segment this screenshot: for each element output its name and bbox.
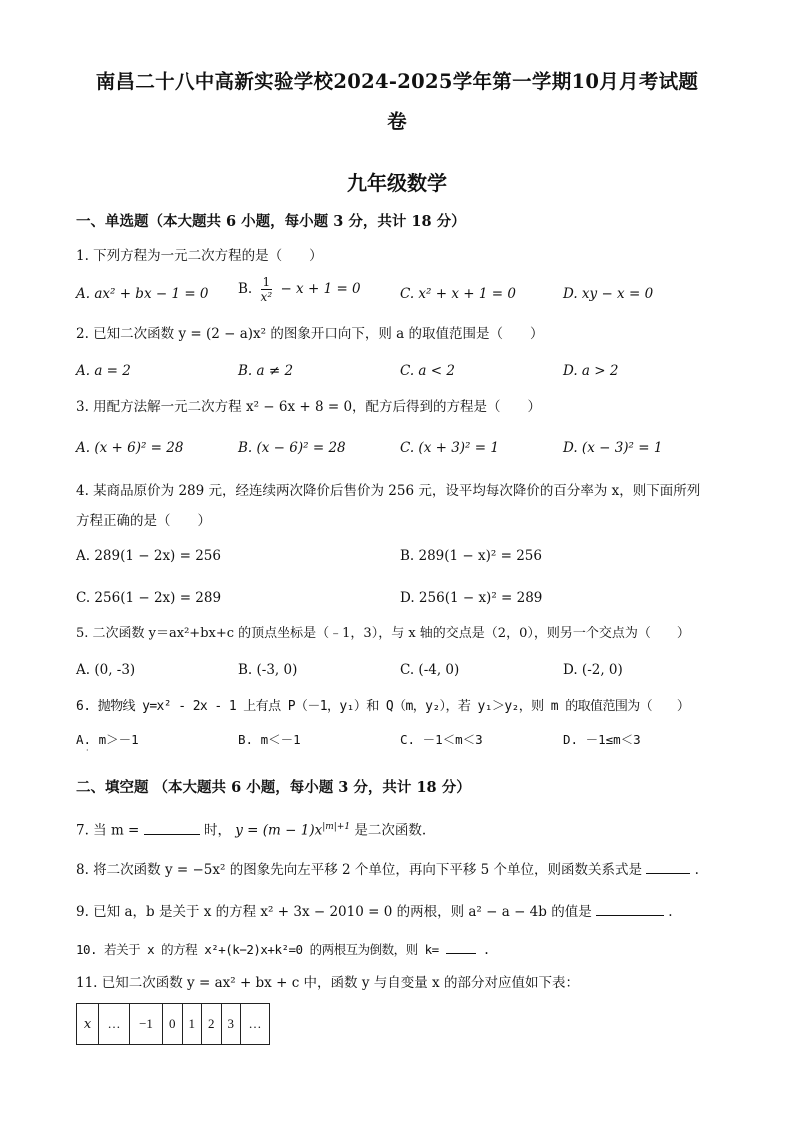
option-b-rest: − x + 1 = 0: [280, 281, 361, 297]
question-1-option-a: A. ax² + bx − 1 = 0: [76, 286, 209, 302]
question-9-answer-blank[interactable]: [596, 900, 664, 916]
fraction-denominator: x²: [260, 290, 273, 304]
question-9-suffix: .: [668, 904, 673, 920]
question-6-stem: 6. 抛物线 y=x² - 2x - 1 上有点 P（－1，y₁）和 Q（m，y₂），若 y₁＞y₂，则 m 的取值范围为（ ）: [76, 699, 690, 714]
question-5-option-a: A. (0, -3): [76, 662, 136, 678]
table-cell: x: [77, 1004, 99, 1045]
question-5-option-b: B. (-3, 0): [238, 662, 298, 678]
question-1-stem: 1. 下列方程为一元二次方程的是（ ）: [76, 248, 323, 264]
question-3-option-d: D. (x − 3)² = 1: [563, 440, 663, 456]
question-1-option-b: [238, 275, 361, 304]
question-2-option-d: D. a > 2: [563, 363, 619, 379]
question-7-answer-blank[interactable]: [144, 819, 200, 835]
option-b-label: B.: [238, 281, 253, 297]
question-8-prefix: 8. 将二次函数 y = −5x² 的图象先向左平移 2 个单位，再向下平移 5 个单位，则函数关系式是: [76, 862, 643, 878]
question-4-option-a: A. 289(1 − 2x) = 256: [76, 548, 221, 564]
question-4-stem-line2: 方程正确的是（ ）: [76, 513, 211, 529]
section-2-heading: 二、填空题 （本大题共 6 小题，每小题 3 分，共计 18 分）: [76, 779, 471, 796]
question-9: [76, 900, 673, 922]
exam-subject: 九年级数学: [347, 171, 447, 195]
question-4-stem-line1: 4. 某商品原价为 289 元，经连续两次降价后售价为 256 元，设平均每次降价的百分率为 x，则下面所列: [76, 483, 701, 499]
fraction: [261, 275, 273, 304]
question-8-suffix: .: [694, 862, 699, 878]
question-5-option-d: D. (-2, 0): [563, 662, 623, 678]
question-7-expression: y = (m − 1)x: [235, 822, 323, 839]
question-7-middle: 时，: [203, 822, 231, 839]
question-4-option-c: C. 256(1 − 2x) = 289: [76, 590, 222, 606]
question-6-option-b: B. m＜－1: [238, 732, 301, 747]
question-3-stem: 3. 用配方法解一元二次方程 x² − 6x + 8 = 0，配方后得到的方程是（ ）: [76, 399, 542, 415]
question-2-option-a: A. a = 2: [76, 363, 131, 379]
question-1-option-d: D. xy − x = 0: [563, 286, 654, 302]
question-4-option-d: D. 256(1 − x)² = 289: [400, 590, 543, 606]
question-1-option-c: C. x² + x + 1 = 0: [400, 286, 516, 302]
question-11-value-table: [76, 1003, 270, 1045]
question-11-stem: 11. 已知二次函数 y = ax² + bx + c 中，函数 y 与自变量 x 的部分对应值如下表：: [76, 975, 579, 991]
question-9-prefix: 9. 已知 a，b 是关于 x 的方程 x² + 3x − 2010 = 0 的两根，则 a² − a − 4b 的值是: [76, 904, 592, 920]
question-7-prefix: 7. 当 m =: [76, 822, 140, 839]
question-6-option-c: C. －1＜m＜3: [400, 732, 483, 747]
table-cell: −1: [130, 1004, 163, 1045]
question-4-option-b: B. 289(1 − x)² = 256: [400, 548, 542, 564]
question-2-option-c: C. a < 2: [400, 363, 455, 379]
question-7-suffix: 是二次函数.: [354, 822, 427, 839]
question-5-option-c: C. (-4, 0): [400, 662, 460, 678]
section-1-heading: 一、单选题（本大题共 6 小题，每小题 3 分，共计 18 分）: [76, 213, 466, 230]
question-10: [76, 938, 490, 960]
question-3-option-b: B. (x − 6)² = 28: [238, 440, 346, 456]
question-3-option-a: A. (x + 6)² = 28: [76, 440, 184, 456]
question-2-option-b: B. a ≠ 2: [238, 363, 294, 379]
table-cell: 3: [221, 1004, 241, 1045]
table-cell: 2: [202, 1004, 222, 1045]
exam-title-line2: 卷: [387, 110, 407, 133]
fraction-numerator: 1: [262, 275, 271, 289]
question-7-exponent: |m|+1: [322, 822, 351, 832]
question-2-stem: 2. 已知二次函数 y = (2 − a)x² 的图象开口向下，则 a 的取值范围是（ ）: [76, 326, 544, 342]
question-8: [76, 858, 699, 880]
question-8-answer-blank[interactable]: [646, 858, 690, 874]
question-6-option-d: D. －1≤m＜3: [563, 732, 641, 747]
exam-title-line1: 南昌二十八中高新实验学校2024-2025学年第一学期10月月考试题: [95, 70, 699, 93]
question-6-option-a: A. m＞－1: [76, 732, 139, 747]
stray-dot: ·: [86, 746, 89, 755]
table-cell: …: [99, 1004, 130, 1045]
question-10-answer-blank[interactable]: [446, 938, 476, 954]
question-5-stem: 5. 二次函数 y＝ax²+bx+c 的顶点坐标是（﹣1，3），与 x 轴的交点是（2，0），则另一个交点为（ ）: [76, 626, 690, 641]
table-cell: 0: [163, 1004, 183, 1045]
question-3-option-c: C. (x + 3)² = 1: [400, 440, 499, 456]
question-7: [76, 817, 426, 841]
table-row: [77, 1004, 270, 1045]
table-cell: …: [241, 1004, 270, 1045]
question-10-suffix: .: [482, 942, 490, 957]
table-cell: 1: [182, 1004, 202, 1045]
question-10-prefix: 10. 若关于 x 的方程 x²+(k−2)x+k²=0 的两根互为倒数，则 k=: [76, 942, 439, 957]
